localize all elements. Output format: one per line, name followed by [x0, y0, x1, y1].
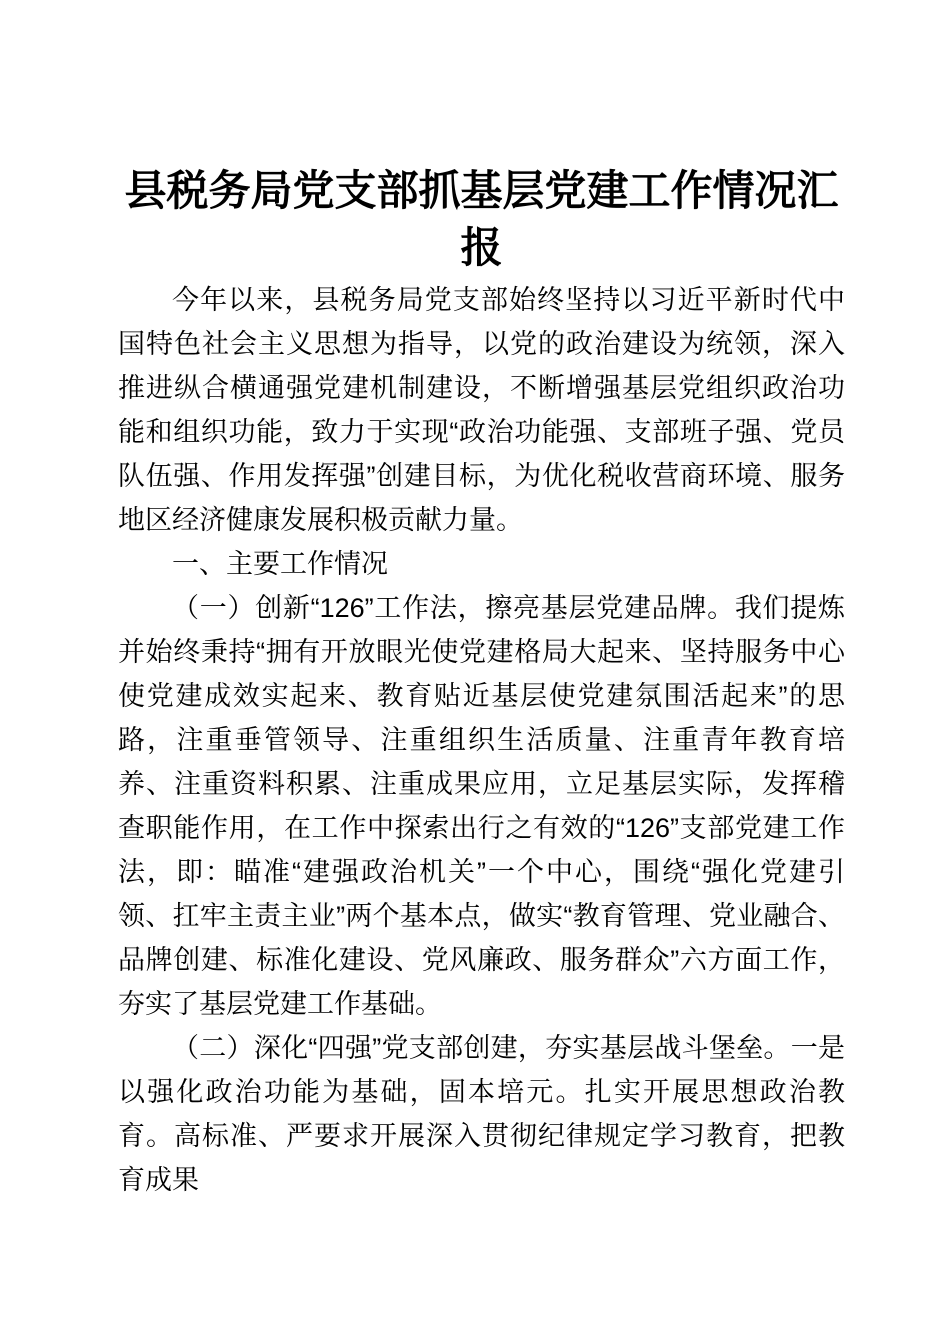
paragraph: 今年以来，县税务局党支部始终坚持以习近平新时代中国特色社会主义思想为指导，以党的政治建设为统领，深入推进纵合横通强党建机制建设，不断增强基层党组织政治功能和组织功能，致力于实现“政治功能强、支部班子强、党员队伍强、作用发挥强”创建目标，为优化税收营商环境、服务地区经济健康发展积极贡献力量。: [118, 285, 845, 535]
paragraph: （二）深化“四强”党支部创建，夯实基层战斗堡垒。一是以强化政治功能为基础，固本培元。扎实开展思想政治教育。高标准、严要求开展深入贯彻纪律规定学习教育，把教育成果: [118, 1033, 845, 1195]
document-title: 县税务局党支部抓基层党建工作情况汇报: [124, 169, 839, 272]
section-heading: 一、主要工作情况: [172, 549, 388, 579]
document-body: [118, 278, 845, 1202]
paragraph: （一）创新“126”工作法，擦亮基层党建品牌。我们提炼并始终秉持“拥有开放眼光使党建格局大起来、坚持服务中心使党建成效实起来、教育贴近基层使党建氛围活起来”的思路，注重垂管领导、注重组织生活质量、注重青年教育培养、注重资料积累、注重成果应用，立足基层实际，发挥稽查职能作用，在工作中探索出行之有效的“126”支部党建工作法，即：瞄准“建强政治机关”一个中心，围绕“强化党建引领、扛牢主责主业”两个基本点，做实“教育管理、党业融合、品牌创建、标准化建设、党风廉政、服务群众”六方面工作，夯实了基层党建工作基础。: [118, 593, 845, 1019]
